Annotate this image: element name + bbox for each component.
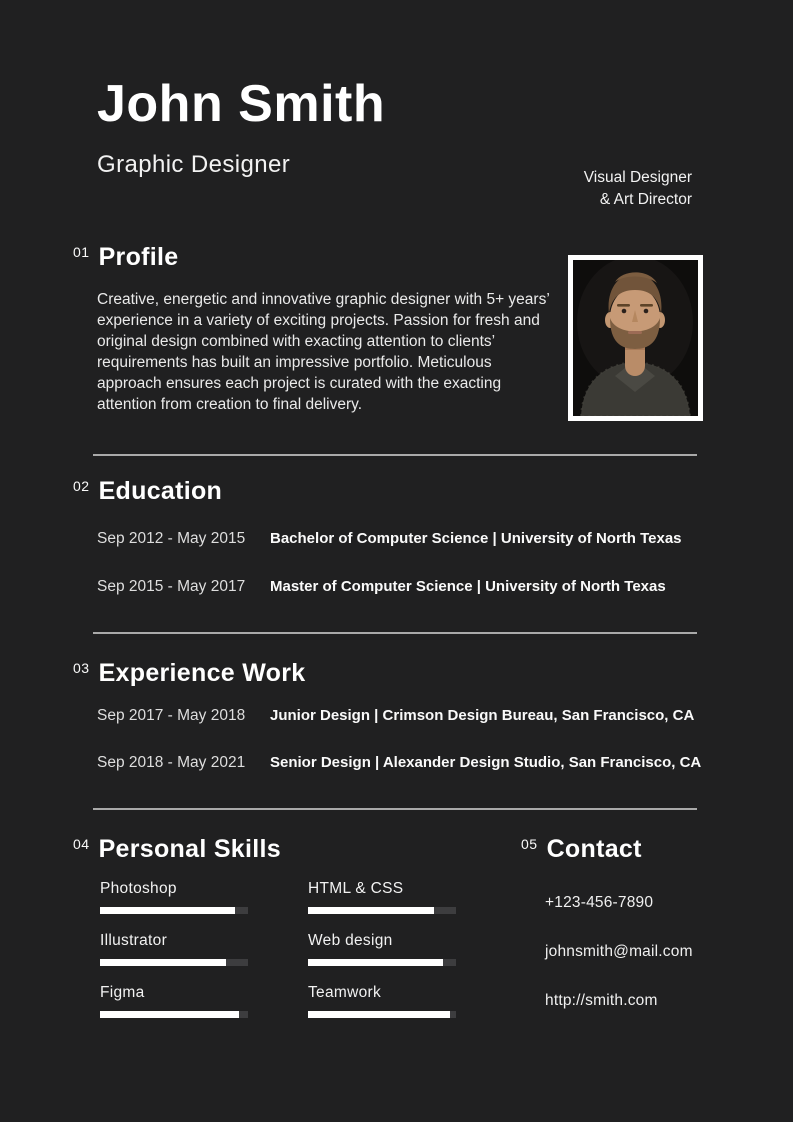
skill-item xyxy=(100,984,248,1018)
contact-phone: +123-456-7890 xyxy=(545,894,654,911)
education-detail: Bachelor of Computer Science | University of North Texas xyxy=(270,530,682,547)
portrait-photo-image xyxy=(573,260,698,416)
skill-item xyxy=(308,984,456,1018)
contact-website: http://smith.com xyxy=(545,992,658,1009)
education-dates: Sep 2012 - May 2015 xyxy=(97,530,246,547)
experience-detail: Junior Design | Crimson Design Bureau, San Francisco, CA xyxy=(270,707,695,724)
section-number: 03 xyxy=(73,660,90,676)
section-title: Education xyxy=(98,477,223,505)
section-title: Experience Work xyxy=(98,659,306,687)
skill-item xyxy=(100,880,248,914)
skill-bar xyxy=(308,907,456,914)
skill-bar-fill xyxy=(100,907,235,914)
skill-bar xyxy=(308,1011,456,1018)
experience-detail: Senior Design | Alexander Design Studio, San Francisco, CA xyxy=(270,754,702,771)
skill-bar-fill xyxy=(308,1011,450,1018)
experience-dates: Sep 2018 - May 2021 xyxy=(97,754,246,771)
tagline-line-2: & Art Director xyxy=(599,190,692,208)
tagline xyxy=(584,167,692,210)
skill-bar xyxy=(100,907,248,914)
section-heading-contact xyxy=(521,835,642,864)
skill-bar xyxy=(100,959,248,966)
skill-bar-fill xyxy=(308,907,434,914)
skill-bar-fill xyxy=(308,959,443,966)
skill-label: Photoshop xyxy=(100,880,177,897)
section-heading-experience xyxy=(73,659,305,688)
section-number: 04 xyxy=(73,836,90,852)
tagline-line-1: Visual Designer xyxy=(583,169,692,186)
section-number: 05 xyxy=(521,836,538,852)
section-heading-skills xyxy=(73,835,281,864)
skill-label: Web design xyxy=(308,932,393,949)
section-number: 01 xyxy=(73,244,90,260)
education-row xyxy=(97,578,666,596)
divider xyxy=(93,632,697,634)
experience-dates: Sep 2017 - May 2018 xyxy=(97,707,246,724)
portrait-photo xyxy=(568,255,703,421)
experience-row xyxy=(97,707,694,725)
job-title: Graphic Designer xyxy=(97,151,291,178)
contact-email: johnsmith@mail.com xyxy=(545,943,693,960)
section-heading-profile xyxy=(73,243,178,272)
section-title: Personal Skills xyxy=(98,835,281,863)
section-heading-education xyxy=(73,477,222,506)
education-row xyxy=(97,530,682,548)
section-title: Contact xyxy=(546,835,642,863)
section-number: 02 xyxy=(73,478,90,494)
skill-label: Teamwork xyxy=(308,984,382,1001)
section-title: Profile xyxy=(98,243,179,271)
skill-label: HTML & CSS xyxy=(308,880,404,897)
page-title: John Smith xyxy=(97,75,386,133)
skill-item xyxy=(308,932,456,966)
divider xyxy=(93,808,697,810)
skill-bar-fill xyxy=(100,959,226,966)
education-detail: Master of Computer Science | University of North Texas xyxy=(270,578,666,595)
skills-column-right xyxy=(308,880,456,1036)
profile-summary: Creative, energetic and innovative graphic designer with 5+ years’ experience in a variety of exciting projects. Passion for fresh and original design combined with exacting attention to clients’ requirements has built an impressive portfolio. Meticulous approach ensures each project is curated with the exacting attention from creation to final delivery. xyxy=(97,291,550,413)
divider xyxy=(93,454,697,456)
skill-item xyxy=(308,880,456,914)
skill-bar xyxy=(100,1011,248,1018)
skill-bar xyxy=(308,959,456,966)
skill-bar-fill xyxy=(100,1011,239,1018)
skills-column-left xyxy=(100,880,248,1036)
skill-label: Figma xyxy=(100,984,145,1001)
experience-row xyxy=(97,754,701,772)
skill-label: Illustrator xyxy=(100,932,168,949)
skill-item xyxy=(100,932,248,966)
contact-list xyxy=(545,894,693,1041)
education-dates: Sep 2015 - May 2017 xyxy=(97,578,246,595)
